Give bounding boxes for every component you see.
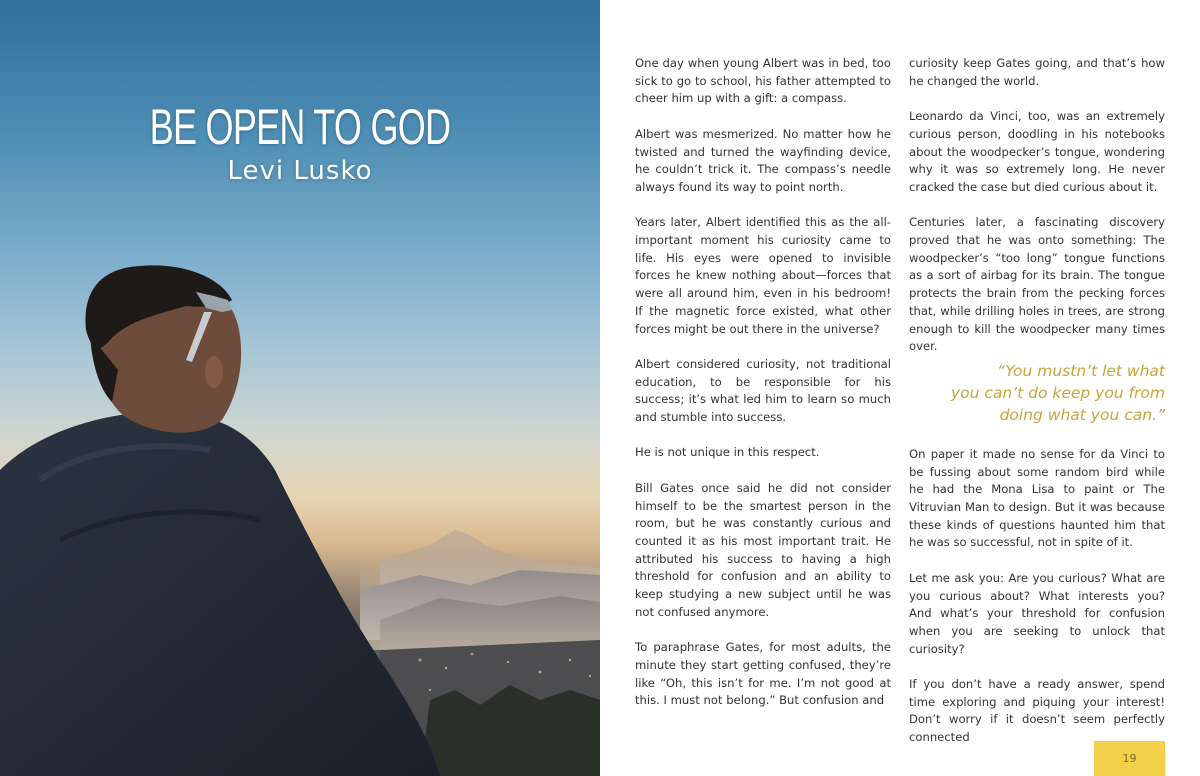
paragraph: Albert was mesmerized. No matter how he twisted and turned the wayfinding device, he couldn’t trick it. The compass’s needle always found its way to point north.: [635, 126, 891, 194]
paragraph: He is not unique in this respect.: [635, 445, 820, 460]
paragraph: One day when young Albert was in bed, too sick to go to school, his father attempted to cheer him up with a gift: a compass.: [635, 56, 891, 106]
article-column-right: [909, 55, 1165, 747]
paragraph: Let me ask you: Are you curious? What are you curious about? What interests you? And what’s your threshold for confusion when you are seeking to unlock that curiosity?: [909, 570, 1165, 656]
page-number: 19: [1094, 741, 1165, 776]
paragraph: Bill Gates once said he did not consider himself to be the smartest person in the room, but he was constantly curious and counted it as his most important trait. He attributed his success to having a high threshold for confusion and an ability to keep studying a new subject until he was not confused anymore.: [635, 480, 891, 619]
pull-quote-line: doing what you can.”: [999, 405, 1165, 424]
paragraph: If you don’t have a ready answer, spend time exploring and piquing your interest! Don’t worry if it doesn’t seem perfectly connected: [909, 677, 1165, 745]
paragraph: Years later, Albert identified this as the all-important moment his curiosity came to life. His eyes were opened to invisible forces he knew nothing about—forces that were all around him, even in his bedroom! If the magnetic force existed, what other forces might be out there in the universe?: [635, 215, 891, 336]
pull-quote-line: you can’t do keep you from: [950, 383, 1165, 402]
paragraph: Leonardo da Vinci, too, was an extremely curious person, doodling in his notebooks about the woodpecker’s tongue, wondering why it was so extremely long. He never cracked the case but died curious about it.: [909, 109, 1165, 194]
pull-quote-line: “You mustn’t let what: [996, 361, 1165, 380]
paragraph: On paper it made no sense for da Vinci to be fussing about some random bird while he had the Mona Lisa to paint or The Vitruvian Man to design. But it was because these kinds of questions haunted him that he was so successful, not in spite of it.: [909, 446, 1165, 550]
pull-quote: [909, 360, 1165, 426]
paragraph: Centuries later, a fascinating discovery proved that he was onto something: The woodpecker’s “too long” tongue functions as a sort of airbag for its brain. The tongue protects the brain from the pecking forces that, while drilling holes in trees, are strong enough to kill the woodpecker many times over.: [909, 215, 1165, 354]
cover-author: Levi Lusko: [227, 156, 373, 186]
paragraph: Albert considered curiosity, not traditional education, to be responsible for his success; it’s what led him to learn so much and stumble into success.: [635, 356, 891, 425]
paragraph: curiosity keep Gates going, and that’s how he changed the world.: [909, 56, 1165, 88]
article-column-left: [635, 55, 891, 710]
cover-title: BE OPEN TO GOD: [149, 99, 451, 155]
paragraph: To paraphrase Gates, for most adults, the minute they start getting confused, they’re like “Oh, this isn’t for me. I’m not good at this. I must not belong.” But confusion and: [635, 640, 891, 708]
